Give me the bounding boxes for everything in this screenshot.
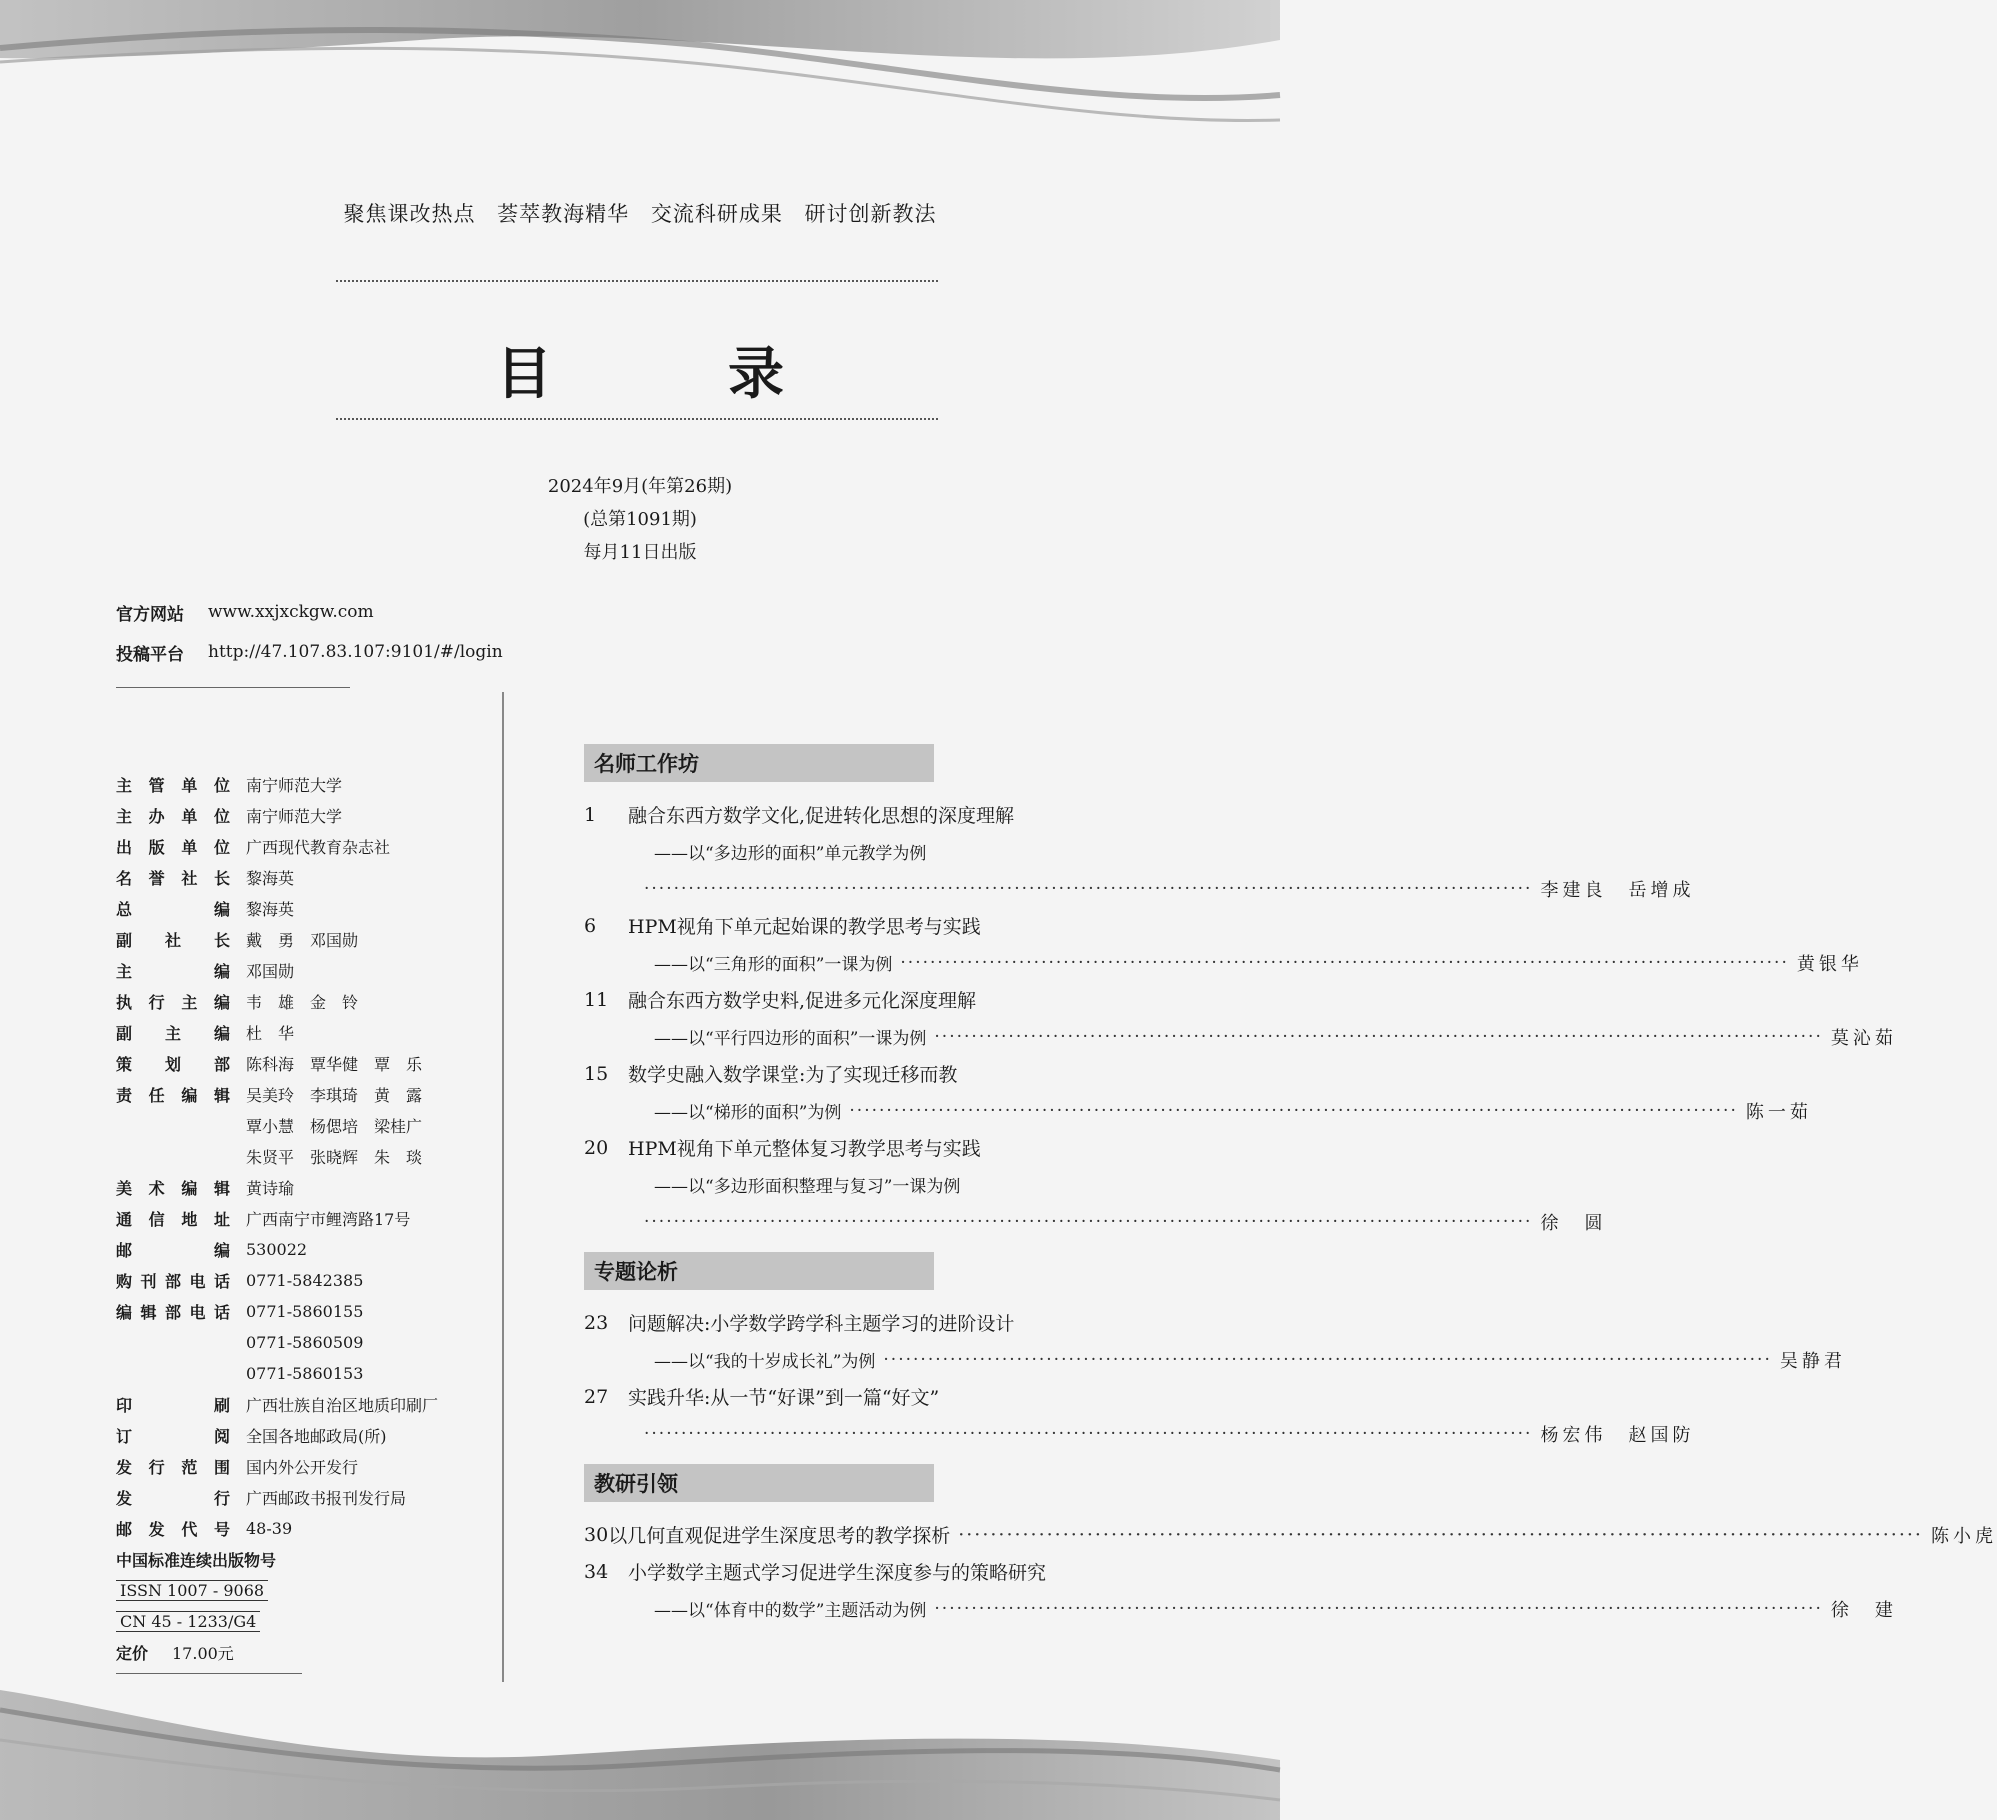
masthead-value: 530022 — [246, 1240, 308, 1259]
toc-author-row — [584, 870, 1695, 907]
leader-dots: ························································································································ — [934, 1026, 1823, 1047]
official-site-label: 官方网站 — [116, 604, 184, 625]
toc-article-title[interactable]: 融合东西方数学史料,促进多元化深度理解 — [628, 990, 977, 1012]
masthead-value: 广西壮族自治区地质印刷厂 — [246, 1396, 439, 1415]
toc-page-number: 23 — [584, 1311, 609, 1334]
toc-subtitle: ——以“三角形的面积”一课为例 — [654, 955, 893, 975]
masthead-key: 通 信 地 址 — [116, 1210, 230, 1229]
masthead-value: 0771-5860155 — [246, 1302, 364, 1321]
bottom-wave-decoration — [0, 1670, 1280, 1820]
issue-total-number: (总第1091期) — [583, 509, 697, 530]
masthead-row — [116, 1141, 476, 1172]
masthead-row — [116, 1017, 476, 1048]
masthead-key: 发 行 范 围 — [116, 1458, 230, 1477]
leader-dots: ························································································································ — [644, 1423, 1533, 1444]
issn-number: ISSN 1007 - 9068 — [116, 1580, 268, 1601]
masthead-value: 国内外公开发行 — [246, 1458, 359, 1477]
leader-dots: ························································································································ — [849, 1100, 1738, 1121]
toc-page-number: 27 — [584, 1385, 609, 1408]
toc-subtitle-row — [584, 944, 1863, 981]
masthead-row — [116, 1265, 476, 1296]
masthead-key: 出 版 单 位 — [116, 838, 230, 857]
dotted-divider-bottom — [336, 418, 938, 420]
masthead-row — [116, 986, 476, 1017]
masthead-row — [116, 1327, 476, 1358]
toc-authors: 黄银华 — [1796, 953, 1863, 975]
leader-dots: ························································································································ — [958, 1523, 1923, 1546]
leader-dots: ························································································································ — [883, 1349, 1772, 1370]
issue-date: 2024年9月(年第26期) — [547, 476, 733, 497]
toc-subtitle: ——以“我的十岁成长礼”为例 — [654, 1352, 876, 1372]
masthead-value: 杜 华 — [246, 1024, 295, 1043]
masthead-row — [116, 1420, 476, 1451]
masthead-key: 印 刷 — [116, 1396, 230, 1415]
masthead-row — [116, 1513, 476, 1544]
toc-authors: 陈一茹 — [1745, 1101, 1812, 1123]
price-value: 17.00元 — [172, 1644, 234, 1663]
toc-entry[interactable] — [584, 1129, 1164, 1166]
masthead-key: 邮 编 — [116, 1241, 230, 1260]
masthead-value: 南宁师范大学 — [246, 776, 343, 795]
toc-article-title[interactable]: 实践升华:从一节“好课”到一篇“好文” — [628, 1387, 940, 1409]
top-wave-decoration — [0, 0, 1280, 150]
masthead-value: 48-39 — [246, 1519, 293, 1538]
masthead-row — [116, 769, 476, 800]
toc-page-number: 1 — [584, 803, 597, 826]
masthead-value: 黎海英 — [246, 900, 295, 919]
masthead-key: 执 行 主 编 — [116, 993, 230, 1012]
price-label: 定价 — [116, 1644, 149, 1663]
masthead-row — [116, 1389, 476, 1420]
masthead-info — [116, 769, 476, 1668]
masthead-value: 邓国勋 — [246, 962, 295, 981]
toc-entry[interactable] — [584, 1378, 1164, 1415]
toc-subtitle-row — [584, 1590, 1897, 1627]
toc-subtitle: ——以“梯形的面积”为例 — [654, 1103, 842, 1123]
masthead-key: 副 社 长 — [116, 931, 230, 950]
masthead-key: 责 任 编 辑 — [116, 1086, 230, 1105]
toc-page-number: 15 — [584, 1062, 609, 1085]
toc-article-title[interactable]: 以几何直观促进学生深度思考的教学探析 — [608, 1525, 951, 1547]
toc-entry[interactable] — [584, 1553, 1164, 1590]
masthead-value: 广西邮政书报刊发行局 — [246, 1489, 407, 1508]
toc-subtitle: ——以“体育中的数学”主题活动为例 — [654, 1601, 927, 1621]
masthead-value: 0771-5860509 — [246, 1333, 364, 1352]
toc-authors: 徐 圆 — [1540, 1212, 1607, 1234]
masthead-value: 全国各地邮政局(所) — [246, 1427, 387, 1446]
masthead-row — [116, 1110, 476, 1141]
toc-entry[interactable] — [584, 1055, 1164, 1092]
toc-authors: 李建良 岳增成 — [1540, 879, 1695, 901]
toc-page-number: 6 — [584, 914, 597, 937]
masthead-row — [116, 831, 476, 862]
masthead-value: 戴 勇 邓国勋 — [246, 931, 359, 950]
toc-authors: 吴静君 — [1779, 1350, 1846, 1372]
masthead-value: 广西南宁市鲤湾路17号 — [246, 1210, 411, 1229]
masthead-value: 陈科海 覃华健 覃 乐 — [246, 1055, 423, 1074]
section-header: 教研引领 — [584, 1464, 934, 1502]
toc-subtitle: ——以“多边形的面积”单元教学为例 — [654, 844, 927, 864]
masthead-key: 发 行 — [116, 1489, 230, 1508]
masthead-row — [116, 1482, 476, 1513]
masthead-value: 朱贤平 张晓辉 朱 琰 — [246, 1148, 423, 1167]
submission-platform-label: 投稿平台 — [116, 644, 184, 665]
masthead-key: 总 编 — [116, 900, 230, 919]
toc-entry[interactable] — [584, 981, 1164, 1018]
dotted-divider-top — [336, 280, 938, 282]
toc-article-title[interactable]: 数学史融入数学课堂:为了实现迁移而教 — [628, 1064, 958, 1086]
toc-article-title[interactable]: HPM视角下单元整体复习教学思考与实践 — [628, 1138, 981, 1160]
left-divider — [116, 687, 350, 688]
masthead-row — [116, 1172, 476, 1203]
issn-row — [116, 1575, 476, 1606]
masthead-value: 吴美玲 李琪琦 黄 露 — [246, 1086, 423, 1105]
submission-platform-url[interactable]: http://47.107.83.107:9101/#/login — [208, 642, 503, 662]
toc-page-number: 20 — [584, 1136, 609, 1159]
leader-dots: ························································································································ — [900, 952, 1789, 973]
masthead-value: 南宁师范大学 — [246, 807, 343, 826]
toc-authors: 莫沁茹 — [1830, 1027, 1897, 1049]
masthead-row — [116, 1296, 476, 1327]
masthead-key: 主 管 单 位 — [116, 776, 230, 795]
masthead-value: 广西现代教育杂志社 — [246, 838, 391, 857]
toc-subtitle-row — [584, 1341, 1846, 1378]
masthead-row — [116, 800, 476, 831]
toc-author-row — [584, 1415, 1695, 1452]
leader-dots: ························································································································ — [934, 1598, 1823, 1619]
price-row — [116, 1637, 476, 1668]
serial-number-label: 中国标准连续出版物号 — [116, 1551, 277, 1570]
masthead-key: 名 誉 社 长 — [116, 869, 230, 888]
toc-article-title[interactable]: HPM视角下单元起始课的教学思考与实践 — [628, 916, 981, 938]
toc-article-title[interactable]: 小学数学主题式学习促进学生深度参与的策略研究 — [628, 1562, 1047, 1584]
section-header: 专题论析 — [584, 1252, 934, 1290]
masthead-value: 黎海英 — [246, 869, 295, 888]
toc-page-number: 11 — [584, 988, 609, 1011]
masthead-row — [116, 1451, 476, 1482]
masthead-value: 0771-5860153 — [246, 1364, 364, 1383]
toc-article-title[interactable]: 融合东西方数学文化,促进转化思想的深度理解 — [628, 805, 1015, 827]
masthead-row — [116, 1048, 476, 1079]
masthead-row — [116, 1203, 476, 1234]
toc-authors: 徐 建 — [1830, 1599, 1897, 1621]
column-divider — [502, 692, 504, 1682]
masthead-key: 订 阅 — [116, 1427, 230, 1446]
toc-entry[interactable] — [584, 1304, 1164, 1341]
toc-entry[interactable] — [584, 796, 1164, 833]
toc-page-number: 34 — [584, 1560, 609, 1583]
toc-authors: 陈小虎 — [1930, 1525, 1997, 1547]
toc-subtitle-row — [584, 1018, 1897, 1055]
masthead-row — [116, 1079, 476, 1110]
masthead-key: 邮 发 代 号 — [116, 1520, 230, 1539]
website-info — [116, 592, 503, 672]
masthead-value: 0771-5842385 — [246, 1271, 364, 1290]
issue-info — [0, 470, 1280, 569]
masthead-row — [116, 1234, 476, 1265]
left-divider-bottom — [116, 1673, 302, 1674]
masthead-key: 主 编 — [116, 962, 230, 981]
masthead-value: 黄诗瑜 — [246, 1179, 295, 1198]
toc-subtitle: ——以“多边形面积整理与复习”一课为例 — [654, 1177, 961, 1197]
toc-author-row — [584, 1203, 1607, 1240]
cn-row — [116, 1606, 476, 1637]
toc-subtitle-row — [584, 1092, 1812, 1129]
table-of-contents — [584, 744, 1997, 1627]
masthead-key: 策 划 部 — [116, 1055, 230, 1074]
journal-slogan: 聚焦课改热点 荟萃教海精华 交流科研成果 研讨创新教法 — [343, 202, 937, 226]
masthead-key: 美 术 编 辑 — [116, 1179, 230, 1198]
leader-dots: ························································································································ — [644, 878, 1533, 899]
masthead-row — [116, 924, 476, 955]
toc-entry[interactable] — [584, 907, 1164, 944]
toc-subtitle-row — [584, 1166, 1164, 1203]
toc-subtitle: ——以“平行四边形的面积”一课为例 — [654, 1029, 927, 1049]
masthead-value: 覃小慧 杨偲培 梁桂广 — [246, 1117, 423, 1136]
masthead-key: 副 主 编 — [116, 1024, 230, 1043]
toc-authors: 杨宏伟 赵国防 — [1540, 1424, 1695, 1446]
masthead-key: 编 辑 部 电 话 — [116, 1303, 230, 1322]
masthead-row — [116, 955, 476, 986]
toc-page-number: 30 — [584, 1523, 609, 1546]
toc-article-title[interactable]: 问题解决:小学数学跨学科主题学习的进阶设计 — [628, 1313, 1015, 1335]
toc-entry[interactable] — [584, 1516, 1997, 1553]
issue-schedule: 每月11日出版 — [583, 542, 697, 563]
toc-subtitle-row — [584, 833, 1164, 870]
cn-number: CN 45 - 1233/G4 — [116, 1611, 260, 1632]
official-site-url[interactable]: www.xxjxckgw.com — [208, 602, 374, 622]
masthead-row — [116, 893, 476, 924]
masthead-row — [116, 1358, 476, 1389]
page-title: 目 录 — [496, 342, 844, 407]
masthead-row — [116, 862, 476, 893]
masthead-key: 购 刊 部 电 话 — [116, 1272, 230, 1291]
masthead-value: 韦 雄 金 铃 — [246, 993, 359, 1012]
section-header: 名师工作坊 — [584, 744, 934, 782]
masthead-key: 主 办 单 位 — [116, 807, 230, 826]
leader-dots: ························································································································ — [644, 1211, 1533, 1232]
